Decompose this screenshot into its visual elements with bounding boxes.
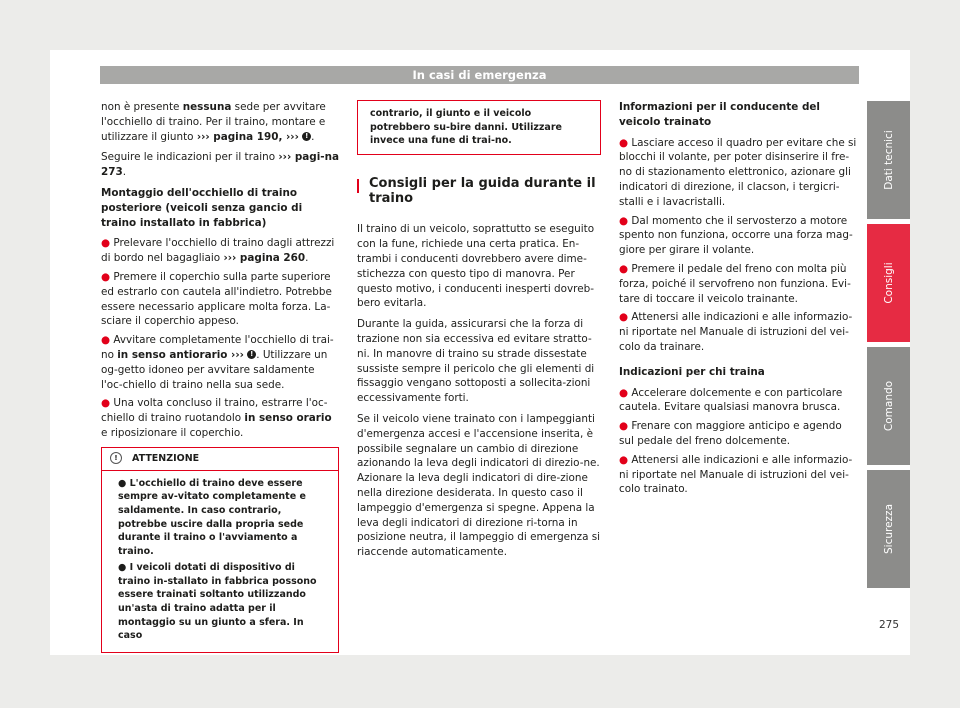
column-3: [619, 100, 857, 501]
warning-box: [101, 447, 339, 653]
column-1: [101, 100, 339, 653]
warning-item: ● I veicoli dotati di dispositivo di traino in-stallato in fabbrica possono essere trainati soltanto utilizzando un'asta di traino adatta per il montaggio su un giunto a sfera. In caso: [118, 562, 317, 642]
paragraph: Se il veicolo viene trainato con i lampeggianti d'emergenza accesi e l'accensione inserita, è possibile segnalare un cambio di direzione azionando la leva degli indicatori di direzio-ne. Azionare la leva degli indicatori di dire-zione nella direzione desiderata. In questo caso il lampeggio d'emergenza si spegne. Appena la leva degli indicatori di direzione ri-torna in posizione neutra, il lampeggio di emergenza si riaccende automaticamente.: [357, 412, 601, 559]
towing-paragraph: Seguire le indicazioni per il traino ››› pagi-na 273.: [101, 151, 340, 179]
page-number: 275: [879, 619, 900, 631]
bullet-icon: ●: [619, 420, 629, 433]
bullet-icon: ●: [619, 453, 629, 466]
bullet-icon: ●: [619, 386, 629, 399]
list-item: ● Una volta concluso il traino, estrarre l'oc-chiello di traino ruotandolo in senso orario e riposizionare il coperchio.: [101, 397, 332, 439]
page-reference-link[interactable]: ›››: [227, 348, 244, 361]
warning-item: ● L'occhiello di traino deve essere sempre av-vitato completamente e saldamente. In caso contrario, potrebbe uscire dalla propria sede durante il traino o l'avviamento a traino.: [118, 477, 306, 557]
warning-header: ! ATTENZIONE: [102, 448, 338, 471]
warning-icon: !: [110, 452, 122, 464]
list-item: ● Premere il pedale del freno con molta più forza, poiché il servofreno non funziona. Evi-tare di toccare il veicolo trainante.: [619, 262, 851, 305]
list-item: ● Dal momento che il servosterzo a motore spento non funziona, occorre una forza mag-giore per girare il volante.: [619, 214, 853, 257]
page-reference-link[interactable]: ››› pagina 260: [223, 252, 306, 265]
list-item: ● Lasciare acceso il quadro per evitare che si blocchi il volante, per poter disinserire il fre-no di stazionamento elettronico, azionare gli indicatori di direzione, il clacson, i tergicri-stalli e i lavacristalli.: [619, 136, 857, 208]
section-title: Consigli per la guida durante il traino: [357, 177, 601, 207]
bullet-icon: ●: [101, 397, 111, 410]
section-heading: Montaggio dell'occhiello di traino posteriore (veicoli senza gancio di traino installato in fabbrica): [101, 186, 303, 229]
bullet-icon: ●: [619, 311, 629, 324]
list-item: ● Premere il coperchio sulla parte superiore ed estrarlo con cautela all'indietro. Potrebbe essere necessario applicare molta forza. La-sciare il coperchio appeso.: [101, 270, 332, 328]
list-item: ● Avvitare completamente l'occhiello di trai-no in senso antiorario ››› ! . Utilizzare un og-getto idoneo per avvitare saldamente l'oc-chiello di traino nella sua sede.: [101, 334, 334, 391]
column-2: [357, 100, 601, 566]
bullet-icon: ●: [101, 334, 111, 347]
info-icon: !: [302, 132, 311, 141]
bullet-icon: ●: [101, 270, 111, 283]
intro-paragraph: non è presente nessuna sede per avvitare l'occhiello di traino. Per il traino, montare e utilizzare il giunto ››› pagina 190, ››› ! .: [101, 101, 326, 143]
warning-box-continued: contrario, il giunto e il veicolo potrebbero su-bire danni. Utilizzare invece una fune di trai-no.: [357, 100, 601, 155]
tab-sicurezza[interactable]: Sicurezza: [867, 470, 910, 588]
page-reference-link[interactable]: ››› pagina 190, ›››: [196, 130, 299, 143]
section-heading: Indicazioni per chi traina: [619, 365, 765, 378]
paragraph: Il traino di un veicolo, soprattutto se eseguito con la fune, richiede una certa pratica. En-trambi i conducenti dovrebbero avere dime-stichezza con questo tipo di manovra. Per questo motivo, i conducenti inesperti dovreb-bero evitarla.: [357, 223, 595, 310]
page-reference-link[interactable]: ››› pagi-na 273: [101, 151, 340, 179]
bullet-icon: ●: [101, 237, 111, 250]
warning-body: [102, 471, 338, 652]
bullet-icon: ●: [118, 562, 127, 574]
tab-consigli[interactable]: Consigli: [867, 224, 910, 342]
list-item: ● Attenersi alle indicazioni e alle informazio-ni riportate nel Manuale di istruzioni del vei-colo da trainare.: [619, 311, 853, 353]
bullet-icon: ●: [619, 214, 629, 227]
tab-dati-tecnici[interactable]: Dati tecnici: [867, 101, 910, 219]
bullet-icon: ●: [619, 262, 629, 275]
info-icon: !: [247, 350, 256, 359]
chapter-tabs: [867, 101, 910, 593]
paragraph: Durante la guida, assicurarsi che la forza di trazione non sia eccessiva ed evitare stratto-ni. In manovre di traino su strade dissestate sussiste sempre il pericolo che gli elementi di fissaggio vengano sottoposti a sollecita-zioni eccessivamente forti.: [357, 318, 595, 405]
list-item: ● Frenare con maggiore anticipo e agendo sul pedale del freno dolcemente.: [619, 420, 842, 447]
section-heading: Informazioni per il conducente del veicolo trainato: [619, 101, 820, 128]
page-header: In casi di emergenza: [100, 66, 859, 84]
bullet-icon: ●: [619, 136, 629, 149]
list-item: ● Accelerare dolcemente e con particolare cautela. Evitare qualsiasi manovra brusca.: [619, 386, 843, 414]
list-item: ● Attenersi alle indicazioni e alle informazio-ni riportate nel Manuale di istruzioni del vei-colo trainato.: [619, 453, 853, 496]
list-item: ● Prelevare l'occhiello di traino dagli attrezzi di bordo nel bagagliaio ››› pagina 260.: [101, 237, 335, 265]
bullet-icon: ●: [118, 477, 127, 489]
tab-comando[interactable]: Comando: [867, 347, 910, 465]
